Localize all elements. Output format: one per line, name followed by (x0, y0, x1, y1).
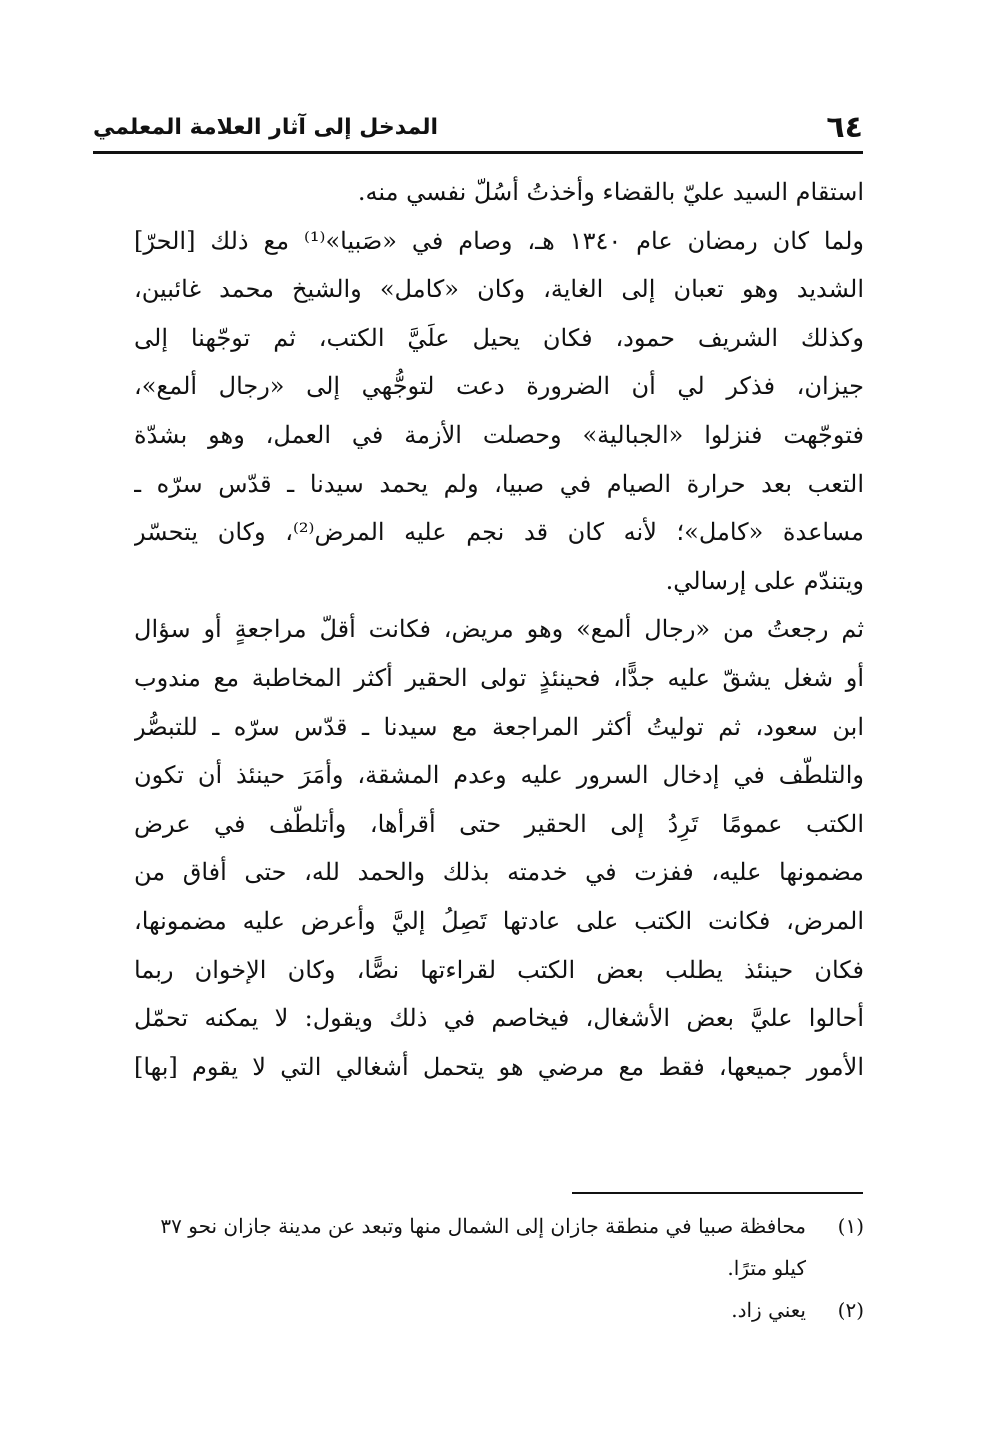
text-line: والتلطّف في إدخال السرور عليه وعدم المشقة، وأمَرَ حينئذ أن تكون (134, 761, 864, 790)
text-line: ويتندّم على إرسالي. (665, 566, 864, 595)
footnote-1 (100, 1205, 864, 1289)
text-line: ثم رجعتُ من «رجال ألمع» وهو مريض، فكانت أقلّ مراجعةٍ أو سؤال (134, 615, 864, 644)
footnote-text-line: يعني زاد. (731, 1298, 806, 1322)
main-text (134, 168, 864, 1091)
text-line: فكان حينئذ يطلب بعض الكتب لقراءتها نصًّا، وكان الإخوان ربما (134, 955, 864, 984)
text-line: مضمونها عليه، ففزت في خدمته بذلك والحمد لله، حتى أفاق من (134, 858, 864, 887)
text-line: الشديد وهو تعبان إلى الغاية، وكان «كامل» والشيخ محمد غائبين، (134, 275, 864, 304)
text-line: استقام السيد عليّ بالقضاء وأخذتُ أسُلّ نفسي منه. (357, 178, 864, 206)
text-line: فتوجّهت فنزلوا «الجبالية» وحصلت الأزمة في العمل، وهو بشدّة (134, 420, 864, 449)
text-line: وكذلك الشريف حمود، فكان يحيل علَيَّ الكتب، ثم توجّهنا إلى (134, 323, 864, 352)
text-line: مساعدة «كامل»؛ لأنه كان قد نجم عليه المرض⁽²⁾، وكان يتحسّر (134, 518, 864, 547)
page-number: ٦٤ (826, 110, 863, 145)
text-line: الأمور جميعها، فقط مع مرضي هو يتحمل أشغالي التي لا يقوم [بها] (134, 1052, 864, 1081)
footnote-text-line: كيلو مترًا. (727, 1256, 806, 1280)
footnote-text-line: محافظة صبيا في منطقة جازان إلى الشمال منها وتبعد عن مدينة جازان نحو ٣٧ (160, 1214, 806, 1238)
footnote-marker: (١) (837, 1214, 864, 1238)
text-line: المرض، فكانت الكتب على عادتها تَصِلُ إليَّ وأعرض عليه مضمونها، (134, 906, 864, 935)
text-line: أو شغل يشقّ عليه جدًّا، فحينئذٍ تولى الحقير أكثر المخاطبة مع مندوب (134, 663, 864, 692)
text-line: جيزان، فذكر لي أن الضرورة دعت لتوجُّهي إلى «رجال ألمع»، (134, 372, 864, 401)
text-line: أحالوا عليَّ بعض الأشغال، فيخاصم في ذلك ويقول: لا يمكنه تحمّل (134, 1004, 864, 1033)
footnotes (100, 1205, 864, 1331)
header-rule (93, 151, 863, 154)
text-line: الكتب عمومًا تَرِدُ إلى الحقير حتى أقرأها، وأتلطّف في عرض (134, 809, 864, 838)
footnote-2 (100, 1289, 864, 1331)
page-header (93, 108, 863, 150)
footnote-marker: (٢) (837, 1298, 864, 1322)
text-line: ابن سعود، ثم توليتُ أكثر المراجعة مع سيدنا ـ قدّس سرّه ـ للتبصُّر (134, 712, 864, 741)
running-title: المدخل إلى آثار العلامة المعلمي (93, 115, 439, 140)
text-line: التعب بعد حرارة الصيام في صبيا، ولم يحمد سيدنا ـ قدّس سرّه ـ (134, 469, 864, 498)
footnote-separator (572, 1192, 863, 1194)
text-line: ولما كان رمضان عام ١٣٤٠ هـ، وصام في «صَبيا»⁽¹⁾ مع ذلك [الحرّ] (134, 226, 864, 255)
